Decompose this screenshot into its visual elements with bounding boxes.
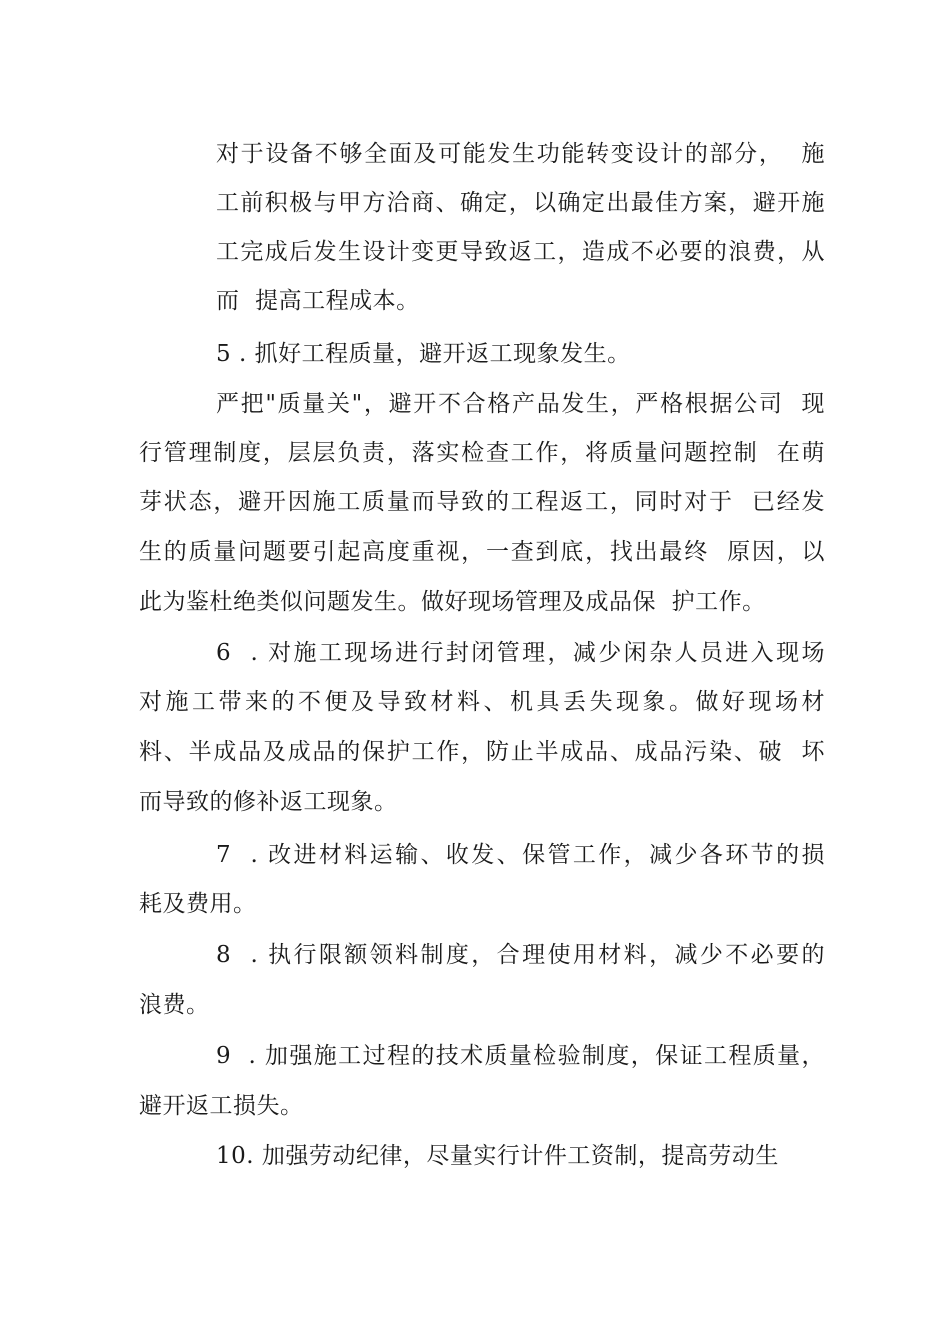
paragraph-line: 严把"质量关"，避开不合格产品发生，严格根据公司 现: [216, 391, 825, 417]
paragraph-line: 浪费。: [139, 992, 210, 1018]
paragraph-line: 行管理制度，层层负责，落实检查工作，将质量问题控制 在萌: [139, 440, 825, 466]
paragraph-line: 耗及费用。: [139, 891, 257, 917]
paragraph-line: 工完成后发生设计变更导致返工，造成不必要的浪费，从: [216, 239, 825, 265]
paragraph-line: 此为鉴杜绝类似问题发生。做好现场管理及成品保 护工作。: [139, 589, 766, 615]
paragraph-line: 工前积极与甲方洽商、确定，以确定出最佳方案，避开施: [216, 190, 825, 216]
list-item: 7 . 改进材料运输、收发、保管工作，减少各环节的损: [216, 842, 825, 868]
paragraph-line: 对于设备不够全面及可能发生功能转变设计的部分， 施: [216, 141, 825, 167]
paragraph-line: 对施工带来的不便及导致材料、机具丢失现象。做好现场材: [139, 689, 825, 715]
list-item: 10. 加强劳动纪律，尽量实行计件工资制，提高劳动生: [216, 1143, 779, 1169]
paragraph-line: 而导致的修补返工现象。: [139, 789, 398, 815]
paragraph-line: 而 提高工程成本。: [216, 288, 420, 314]
list-item: 6 . 对施工现场进行封闭管理，减少闲杂人员进入现场: [216, 640, 825, 666]
paragraph-line: 生的质量问题要引起高度重视，一查到底，找出最终 原因，以: [139, 539, 825, 565]
list-item-heading: 5 . 抓好工程质量，避开返工现象发生。: [216, 341, 631, 367]
paragraph-line: 避开返工损失。: [139, 1093, 304, 1119]
paragraph-line: 芽状态，避开因施工质量而导致的工程返工，同时对于 已经发: [139, 489, 825, 515]
paragraph-line: 料、半成品及成品的保护工作，防止半成品、成品污染、破 坏: [139, 739, 825, 765]
list-item: 8 . 执行限额领料制度，合理使用材料，减少不必要的: [216, 942, 825, 968]
list-item: 9 . 加强施工过程的技术质量检验制度，保证工程质量，: [216, 1043, 825, 1069]
